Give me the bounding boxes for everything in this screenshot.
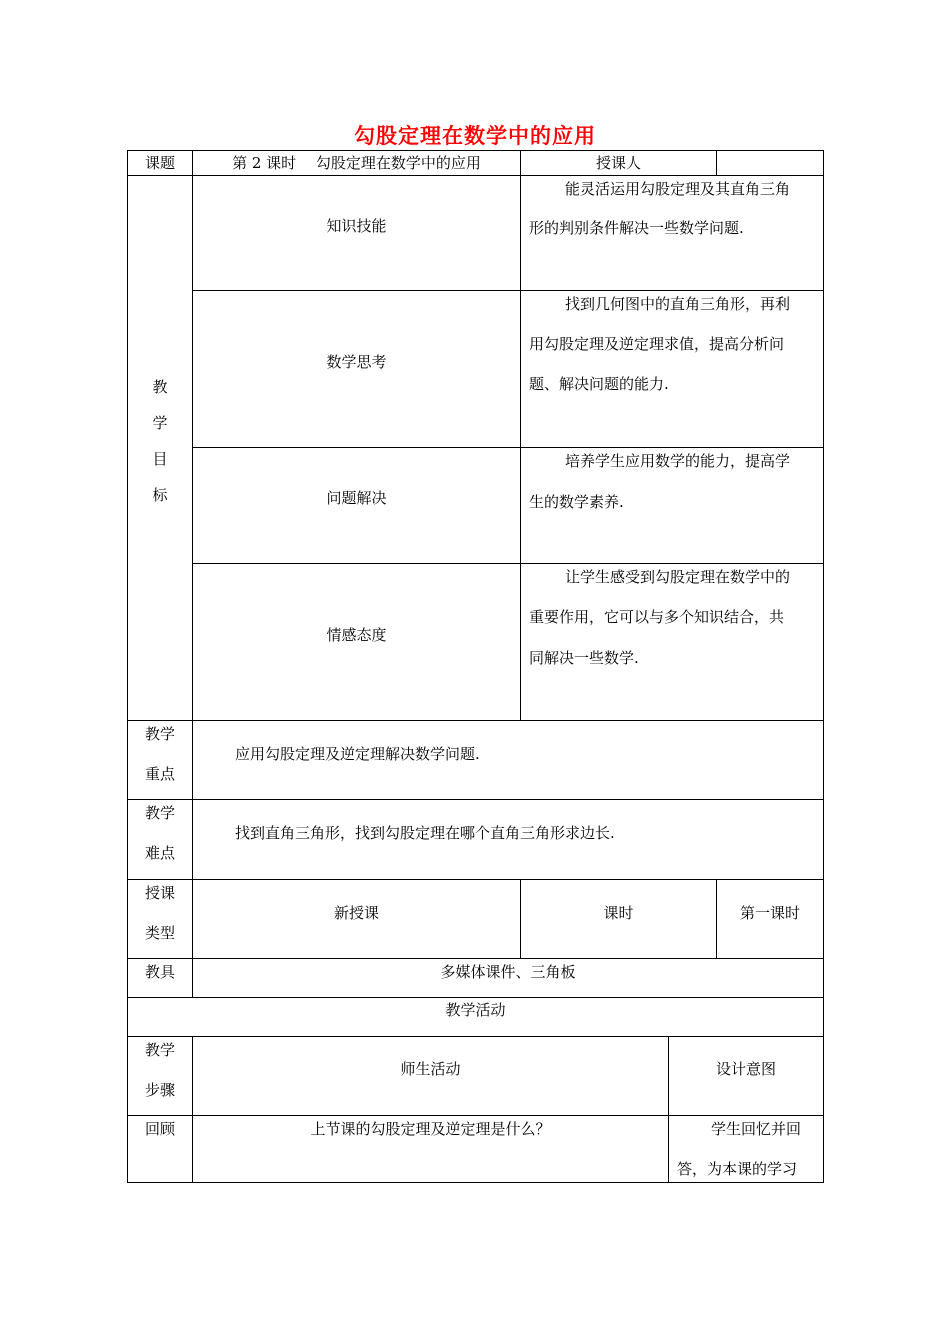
objective-name: 情感态度 (326, 626, 387, 644)
key-points-label: 教学 (144, 725, 175, 743)
lesson-type-value-cell (192, 879, 521, 959)
teacher-label-cell (520, 150, 717, 176)
course-label: 课题 (144, 154, 175, 172)
objective-desc-line: 形的判别条件解决一些数学问题. (529, 219, 744, 237)
objective-desc-cell (520, 447, 824, 564)
difficulties-label: 教学 (144, 804, 175, 822)
objective-desc-line: 生的数学素养. (529, 493, 624, 511)
key-points-label: 重点 (144, 765, 175, 783)
objective-name-cell (192, 175, 521, 291)
objectives-label-char: 标 (152, 486, 168, 504)
review-activity-cell (192, 1115, 669, 1183)
objective-name-cell (192, 563, 521, 721)
review-activity: 上节课的勾股定理及逆定理是什么？ (310, 1120, 551, 1138)
teacher-label: 授课人 (595, 154, 641, 172)
key-points-text: 应用勾股定理及逆定理解决数学问题. (235, 745, 480, 763)
tools-label-cell (127, 958, 193, 998)
objectives-label-char: 教 (152, 378, 168, 396)
objectives-label-char: 目 (152, 450, 168, 468)
objective-name: 知识技能 (326, 217, 387, 235)
activities-header-cell (127, 997, 824, 1037)
lesson-hours-value: 第一课时 (739, 904, 800, 922)
review-intent-cell (668, 1115, 824, 1183)
teacher-value-cell (716, 150, 824, 176)
lesson-hours-value-cell (716, 879, 824, 959)
review-label-cell (127, 1115, 193, 1183)
steps-label-cell (127, 1036, 193, 1116)
difficulties-label-cell (127, 799, 193, 880)
document-title: 勾股定理在数学中的应用 (354, 124, 596, 148)
difficulties-cell (192, 799, 824, 880)
lesson-hours-label-cell (520, 879, 717, 959)
course-label-cell (127, 150, 193, 176)
objective-desc-line: 题、解决问题的能力. (529, 375, 669, 393)
objective-desc-line: 让学生感受到勾股定理在数学中的 (565, 568, 791, 586)
steps-activity-cell (192, 1036, 669, 1116)
lesson-type-label-cell (127, 879, 193, 959)
activities-header: 教学活动 (445, 1001, 506, 1019)
course-value-cell (192, 150, 521, 176)
review-intent-line: 答，为本课的学习 (677, 1160, 798, 1178)
review-label: 回顾 (144, 1120, 175, 1138)
objective-desc-line: 重要作用，它可以与多个知识结合，共 (529, 608, 785, 626)
objective-desc-line: 同解决一些数学. (529, 649, 639, 667)
objective-name: 数学思考 (326, 353, 387, 371)
objectives-label-char: 学 (152, 414, 168, 432)
steps-intent-header: 设计意图 (715, 1060, 776, 1078)
course-value: 第 2 课时 勾股定理在数学中的应用 (232, 154, 481, 172)
steps-intent-cell (668, 1036, 824, 1116)
key-points-label-cell (127, 720, 193, 800)
objective-desc-cell (520, 175, 824, 291)
review-intent-line: 学生回忆并回 (711, 1120, 802, 1138)
steps-label: 步骤 (144, 1081, 175, 1099)
lesson-type-label: 类型 (144, 924, 175, 942)
objective-name-cell (192, 290, 521, 448)
steps-activity-header: 师生活动 (400, 1060, 461, 1078)
steps-label: 教学 (144, 1041, 175, 1059)
tools-label: 教具 (144, 963, 175, 981)
lesson-hours-label: 课时 (603, 904, 634, 922)
objective-name-cell (192, 447, 521, 564)
objective-desc-line: 用勾股定理及逆定理求值，提高分析问 (529, 335, 785, 353)
objective-desc-cell (520, 290, 824, 448)
lesson-type-label: 授课 (144, 884, 175, 902)
objective-name: 问题解决 (326, 489, 387, 507)
difficulties-label: 难点 (144, 844, 175, 862)
tools-value-cell (192, 958, 824, 998)
lesson-type-value: 新授课 (333, 904, 379, 922)
objectives-label-cell (127, 175, 193, 721)
key-points-cell (192, 720, 824, 800)
objective-desc-line: 能灵活运用勾股定理及其直角三角 (565, 180, 791, 198)
objective-desc-cell (520, 563, 824, 721)
tools-value: 多媒体课件、三角板 (440, 963, 576, 981)
objective-desc-line: 找到几何图中的直角三角形，再利 (565, 295, 791, 313)
difficulties-text: 找到直角三角形，找到勾股定理在哪个直角三角形求边长. (235, 824, 615, 842)
objective-desc-line: 培养学生应用数学的能力，提高学 (565, 452, 791, 470)
